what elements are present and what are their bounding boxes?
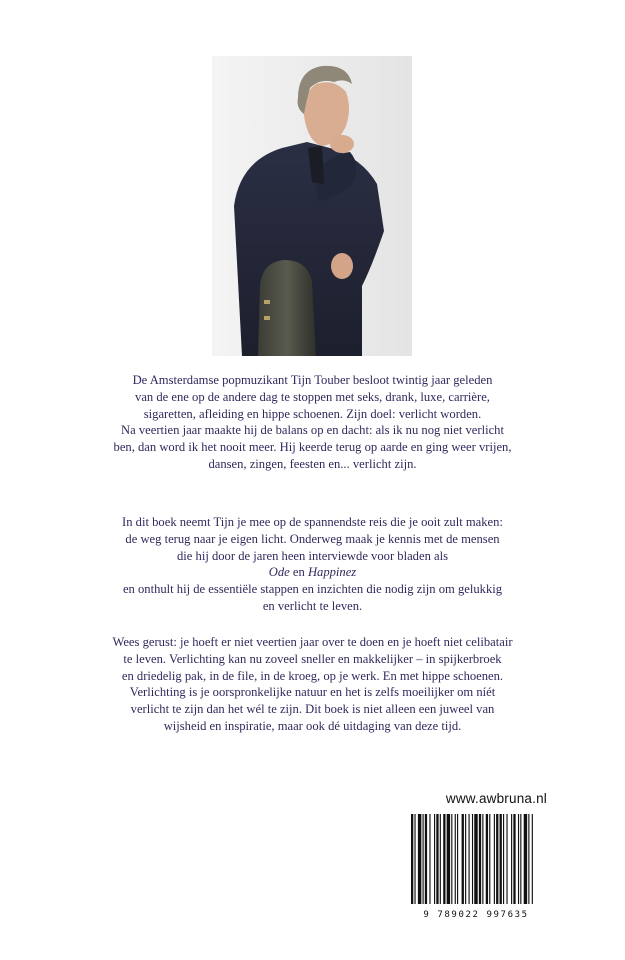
text-line: dansen, zingen, feesten en... verlicht zijn. <box>208 456 417 471</box>
barcode-bar <box>518 814 519 904</box>
barcode-bar <box>532 814 533 904</box>
barcode-bar <box>451 814 452 904</box>
text-line: sigaretten, afleiding en hippe schoenen. Zijn doel: verlicht worden. <box>143 406 482 421</box>
barcode-bar <box>469 814 470 904</box>
author-photo <box>212 56 412 356</box>
portrait-photo-icon <box>212 56 412 356</box>
barcode-bar <box>479 814 481 904</box>
barcode-bar <box>462 814 464 904</box>
barcode-bar <box>465 814 466 904</box>
text-line <box>76 564 549 581</box>
text-line: ben, dan word ik het nooit meer. Hij keerde terug op aarde en ging weer vrijen, <box>113 440 512 455</box>
text-line: Verlichting is je oorspronkelijke natuur en het is zelfs moeilijker om níét <box>129 685 496 700</box>
barcode-bar <box>443 814 445 904</box>
barcode-bar <box>524 814 527 904</box>
barcode-bar <box>447 814 450 904</box>
text-line: en verlicht te leven. <box>262 598 363 613</box>
barcode-bar <box>411 814 413 904</box>
barcode-bar <box>511 814 512 904</box>
text-line: en onthult hij de essentiële stappen en inzichten die nodig zijn om gelukkig <box>122 582 503 597</box>
magazine-name: Happinez <box>307 565 357 580</box>
barcode-bar <box>494 814 495 904</box>
barcode-bar <box>414 814 415 904</box>
barcode-bar <box>436 814 438 904</box>
barcode-bar <box>520 814 521 904</box>
text-line: De Amsterdamse popmuzikant Tijn Touber besloot twintig jaar geleden <box>132 373 493 387</box>
isbn-barcode <box>405 812 547 924</box>
barcode-bar <box>486 814 488 904</box>
text-line: Wees gerust: je hoeft er niet veertien jaar over te doen en je hoeft niet celibatair <box>112 635 513 649</box>
barcode-bar <box>423 814 424 904</box>
description-paragraph-2 <box>76 514 549 615</box>
barcode-bar <box>506 814 507 904</box>
text-line: Na veertien jaar maakte hij de balans op en dacht: als ik nu nog niet verlicht <box>121 423 504 438</box>
text-line: wijsheid en inspiratie, maar ook dé uitdaging van deze tijd. <box>163 718 462 733</box>
publisher-url[interactable]: www.awbruna.nl <box>445 791 547 806</box>
text-line: In dit boek neemt Tijn je mee op de spannendste reis die je ooit zult maken: <box>122 515 503 529</box>
barcode-icon <box>405 812 547 908</box>
barcode-bar <box>503 814 504 904</box>
text-line: verlicht te zijn dan het wél te zijn. Dit boek is niet alleen een juweel van <box>130 702 495 717</box>
text-line: en driedelig pak, in de file, in de kroeg, op je werk. En met hippe schoenen. <box>121 668 504 683</box>
barcode-bar <box>528 814 529 904</box>
magazine-name: Ode <box>268 565 290 580</box>
barcode-bar <box>434 814 435 904</box>
barcode-bar <box>482 814 483 904</box>
text-line: die hij door de jaren heen interviewde voor bladen als <box>176 548 449 563</box>
description-paragraph-1 <box>76 372 549 473</box>
barcode-bar <box>425 814 427 904</box>
isbn-number: 9 789022 997635 <box>423 910 529 920</box>
text-line: van de ene op de andere dag te stoppen met seks, drank, luxe, carrière, <box>135 389 490 404</box>
text-line: te leven. Verlichting kan nu zoveel sneller en makkelijker – in spijkerbroek <box>123 651 502 666</box>
barcode-bar <box>429 814 430 904</box>
barcode-bar <box>440 814 441 904</box>
barcode-bar <box>474 814 477 904</box>
description-paragraph-3 <box>76 634 549 735</box>
barcode-bar <box>513 814 515 904</box>
text-line: de weg terug naar je eigen licht. Onderweg maak je kennis met de mensen <box>125 531 500 546</box>
barcode-bar <box>500 814 502 904</box>
barcode-bar <box>489 814 490 904</box>
barcode-bar <box>418 814 421 904</box>
barcode-bar <box>455 814 456 904</box>
barcode-bar <box>472 814 473 904</box>
barcode-bar <box>496 814 498 904</box>
barcode-bar <box>457 814 458 904</box>
conjunction: en <box>289 565 308 580</box>
